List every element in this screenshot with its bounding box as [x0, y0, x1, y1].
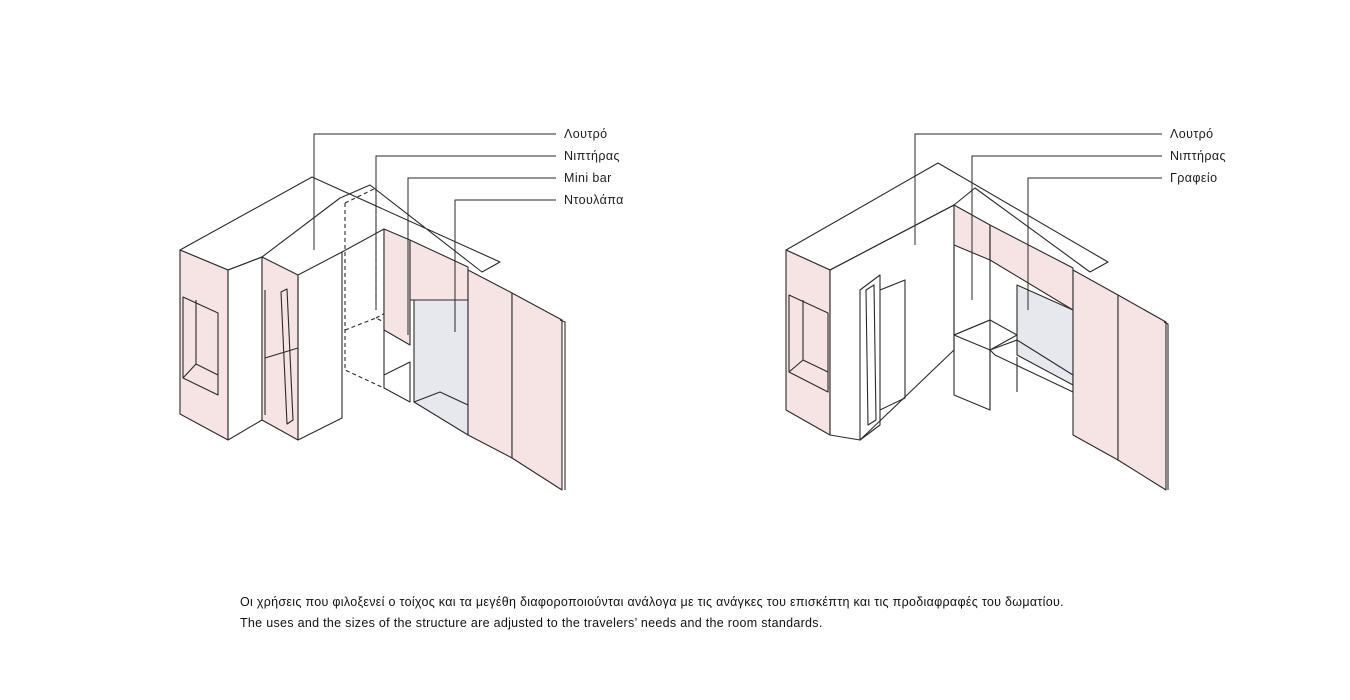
right-top-slab: [786, 163, 1108, 272]
right-bath-block-front: [786, 250, 830, 435]
right-label-bath: Λουτρό: [1170, 127, 1214, 141]
right-leader-bath: [915, 134, 1162, 245]
right-label-sink: Νιπτήρας: [1170, 149, 1226, 163]
left-axonometric-diagram: [180, 134, 565, 490]
caption-english: The uses and the sizes of the structure are adjusted to the travelers’ needs and the room standards.: [240, 616, 823, 630]
left-label-sink: Νιπτήρας: [564, 149, 620, 163]
left-front-panel-1: [468, 270, 512, 458]
right-sink-cabinet: [954, 335, 990, 410]
caption-greek: Οι χρήσεις που φιλοξενεί ο τοίχος και τα μεγέθη διαφοροποιούνται ανάλογα με τις ανάγκες του επισκέπτη και τις προδιαφραφές του δωματίου.: [240, 595, 1064, 609]
left-bath-block-front: [180, 250, 228, 440]
left-wardrobe-opening: [414, 300, 468, 435]
left-front-panel-2: [512, 293, 562, 490]
right-door-leaf: [866, 285, 876, 425]
left-wardrobe-back: [410, 240, 468, 300]
right-front-panel-2: [1118, 295, 1166, 490]
right-label-desk: Γραφείο: [1170, 171, 1218, 185]
left-top-slab: [180, 177, 500, 272]
left-minibar-back: [384, 229, 410, 345]
right-axonometric-diagram: [786, 134, 1168, 490]
right-front-panel-1: [1073, 270, 1118, 460]
left-label-bath: Λουτρό: [564, 127, 608, 141]
left-label-minibar: Mini bar: [564, 171, 612, 185]
left-sink-column: [298, 252, 342, 440]
left-bath-block-side: [228, 257, 262, 440]
right-door-frame: [860, 275, 880, 440]
left-label-wardrobe: Ντουλάπα: [564, 193, 624, 207]
left-minibar-frame: [384, 362, 410, 402]
